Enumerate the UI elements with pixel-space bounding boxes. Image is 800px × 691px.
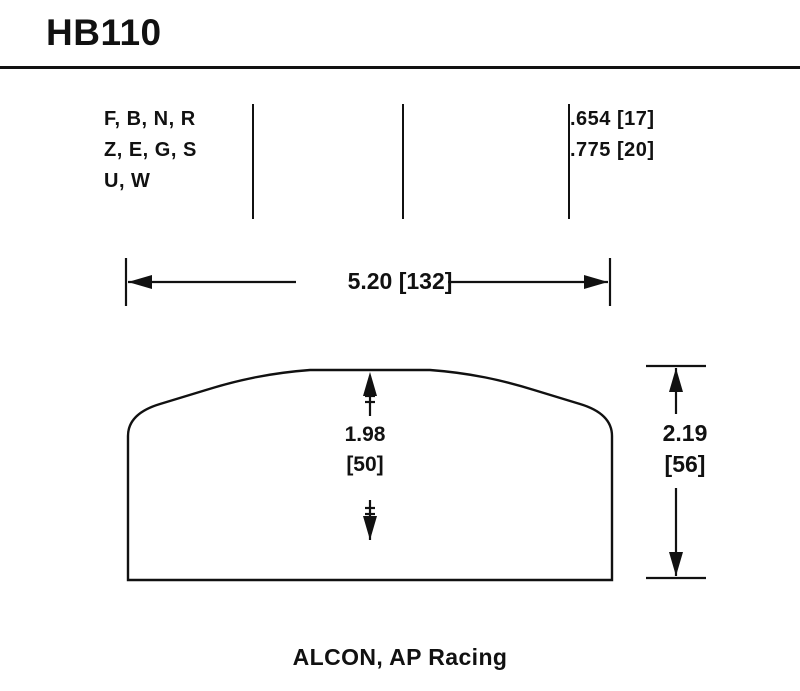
inner-dimension-inches: 1.98	[344, 423, 386, 446]
arrow-down-icon-inner	[363, 516, 377, 540]
arrow-up-icon-inner	[363, 372, 377, 396]
inner-dimension-label	[320, 420, 410, 480]
inner-dimension-mm: [50]	[346, 453, 384, 476]
header-divider	[0, 66, 800, 69]
page-title: HB110	[46, 12, 162, 53]
height-dimension-label	[630, 418, 740, 480]
compound-code-list	[104, 104, 234, 197]
table-separator-left	[252, 104, 254, 219]
width-dimension-label	[0, 268, 800, 295]
application-footer: ALCON, AP Racing	[292, 644, 508, 670]
thickness-row: .654 [17]	[570, 108, 655, 130]
thickness-row: .775 [20]	[570, 139, 655, 161]
height-dimension-mm: [56]	[664, 451, 706, 477]
arrow-up-icon-height	[669, 368, 683, 392]
arrow-down-icon-height	[669, 552, 683, 576]
height-dimension-inches: 2.19	[662, 420, 708, 446]
compound-row: F, B, N, R	[104, 108, 196, 130]
compound-row: U, W	[104, 170, 151, 192]
table-separator-center	[402, 104, 404, 219]
table-separator-right	[568, 104, 570, 219]
thickness-list	[570, 104, 710, 166]
compound-row: Z, E, G, S	[104, 139, 197, 161]
width-dimension-text: 5.20 [132]	[338, 268, 463, 294]
